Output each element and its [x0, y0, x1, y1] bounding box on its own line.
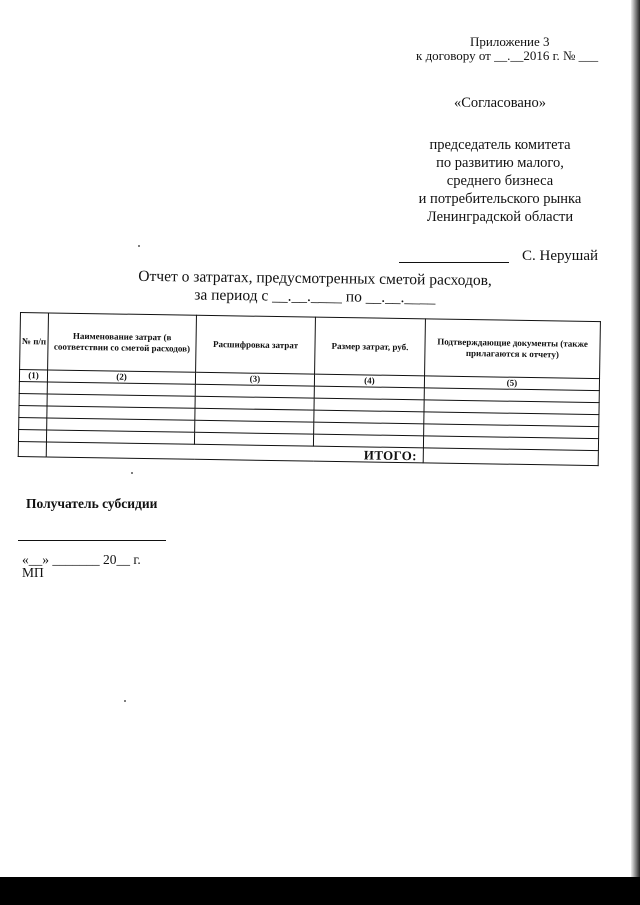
column-header-amount: Размер затрат, руб. — [315, 317, 426, 376]
table-cell — [19, 393, 47, 405]
column-header-number: № п/п — [20, 313, 49, 370]
total-value-cell — [423, 448, 598, 466]
expense-table-container — [18, 312, 600, 466]
signatory-name: С. Нерушай — [522, 248, 599, 264]
column-header-expense-name: Наименование затрат (в соответствии со сметой расходов) — [48, 313, 197, 372]
table-header-row — [20, 313, 601, 379]
table-cell — [19, 405, 47, 417]
approval-block — [400, 94, 600, 226]
scan-speck — [138, 245, 140, 247]
approval-heading: «Согласовано» — [453, 95, 547, 111]
approval-line: председатель комитета — [429, 137, 571, 153]
approval-line: Ленинградской области — [426, 209, 574, 225]
column-number: (3) — [195, 372, 314, 386]
table-cell — [18, 429, 46, 441]
date-and-stamp — [22, 553, 141, 579]
signature-line — [399, 262, 509, 263]
date-line: «__» _______ 20__ г. — [22, 552, 141, 567]
scan-edge-shadow — [631, 0, 640, 877]
approval-line: среднего бизнеса — [446, 173, 554, 189]
approval-line: и потребительского рынка — [418, 191, 582, 207]
scan-speck — [124, 700, 126, 702]
approval-line: по развитию малого, — [436, 155, 564, 171]
table-cell — [19, 381, 47, 393]
expense-table — [18, 312, 601, 466]
contract-reference: к договору от __.__2016 г. № ___ — [416, 48, 599, 63]
scan-bottom-border — [0, 877, 640, 905]
stamp-label: МП — [22, 565, 44, 580]
column-number: (4) — [314, 374, 424, 388]
subsidy-recipient-label: Получатель субсидии — [26, 496, 158, 511]
report-title — [120, 268, 510, 309]
column-number: (5) — [424, 376, 599, 391]
column-header-breakdown: Расшифровка затрат — [196, 315, 316, 374]
scan-speck — [131, 472, 133, 474]
column-header-documents: Подтверждающие документы (также прилагаются к отчету) — [425, 319, 601, 379]
recipient-signature-line — [18, 540, 166, 541]
report-title-line: Отчет о затратах, предусмотренных сметой расходов, — [138, 267, 492, 290]
appendix-label: Приложение 3 — [470, 34, 550, 49]
column-number: (1) — [19, 370, 47, 382]
report-period-line: за период с __.__.____ по __.__.____ — [194, 286, 436, 307]
table-cell — [18, 441, 46, 456]
table-cell — [19, 417, 47, 429]
total-label: ИТОГО: — [46, 442, 423, 463]
column-number: (2) — [47, 370, 195, 384]
